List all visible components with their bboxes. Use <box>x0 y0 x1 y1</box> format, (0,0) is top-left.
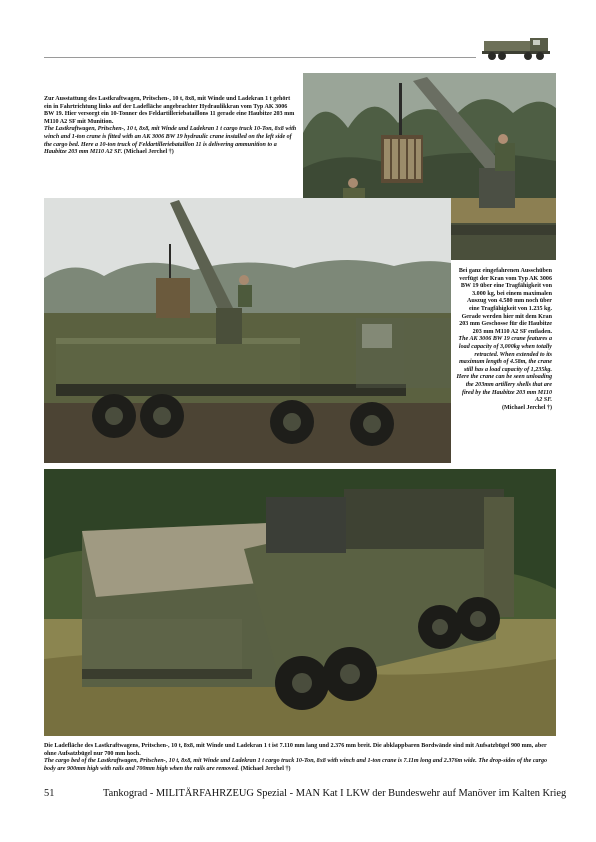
photo-truck-crane <box>44 198 451 463</box>
photo-cargo-bed <box>44 469 556 736</box>
caption-right-german: Bei ganz eingefahrenen Ausschüben verfügt der Kran vom Typ AK 3006 BW 19 über eine Tragfähigkeit von 3.000 kg, bei einem maximalen Auszug von 4.580 mm noch über eine Tragfähigkeit von 1.235 kg. Gerade werden hier mit dem Kran 203 mm Geschosse für die Haubitze 203 mm M110 A2 SF entladen. <box>458 268 552 335</box>
caption-bottom-credit: (Michael Jerchel †) <box>240 765 291 772</box>
caption-top-english-text: The Lastkraftwagen, Pritschen-, 10 t, 8x8, mit Winde und Ladekran 1 t cargo truck 10-Ton, 8x8 with winch and 1-ton crane is fitted with an AK 3006 BW 19 hydraulic crane installed on the left side of the cargo bed. Here a 10-ton truck of Feldartilleriebataillon 11 is delivering ammunition to a Haubitze 203 mm M110 A2 SF. <box>44 126 297 156</box>
caption-top-english <box>44 126 298 156</box>
caption-top-credit: (Michael Jerchel †) <box>123 149 174 156</box>
caption-bottom <box>44 743 556 773</box>
page-footer <box>44 787 567 801</box>
truck-silhouette-icon <box>478 36 556 62</box>
caption-bottom-german: Die Ladefläche des Lastkraftwagens, Pritschen-, 10 t, 8x8, mit Winde und Ladekran 1 t ist 7.110 mm lang und 2.376 mm breit. Die abklappbaren Bordwände sind mit Aufsatzbügel 900 mm, aber ohne Aufsatzbügel nur 700 mm hoch. <box>44 743 547 757</box>
caption-right-english: The AK 3006 BW 19 crane features a load capacity of 3,000kg when totally retracted. When extended to its maximum length of 4.58m, the crane still has a load capacity of 1,235kg. Here the crane can be seen unloading the 203mm artillery shells that are fired by the Haubitze 203 mm M110 A2 SF. <box>456 336 552 404</box>
caption-right-credit: (Michael Jerchel †) <box>502 404 552 411</box>
caption-bottom-english-text: The cargo bed of the Lastkraftwagen, Pritschen-, 10 t, 8x8, mit Winde und Ladekran 1 t cargo truck 10-Ton, 8x8 with winch and 1-ton crane is 7.11m long and 2.376m wide. The drop-sides of the cargo body are 900mm high with rails and 700mm high when the rails are removed. <box>44 758 548 772</box>
caption-top-german: Zur Ausstattung des Lastkraftwagen, Pritschen-, 10 t, 8x8, mit Winde und Ladekran 1 t gehört ein in Fahrtrichtung links auf der Ladefläche angebrachter Hydraulikkran vom Typ AK 3006 BW 19. Hier versorgt ein 10-Tonner des Feldartilleriebataillons 11 gerade eine Haubitze 203 mm M110 A2 SF mit Munition. <box>44 96 295 125</box>
caption-bottom-english <box>44 758 556 773</box>
caption-top <box>44 96 298 157</box>
page-number: 51 <box>44 788 55 799</box>
footer-title: Tankograd - MILITÄRFAHRZEUG Spezial - MAN Kat I LKW der Bundeswehr auf Manöver im Kalten Krieg <box>103 788 567 799</box>
header-rule <box>44 57 476 58</box>
caption-right <box>456 268 552 412</box>
